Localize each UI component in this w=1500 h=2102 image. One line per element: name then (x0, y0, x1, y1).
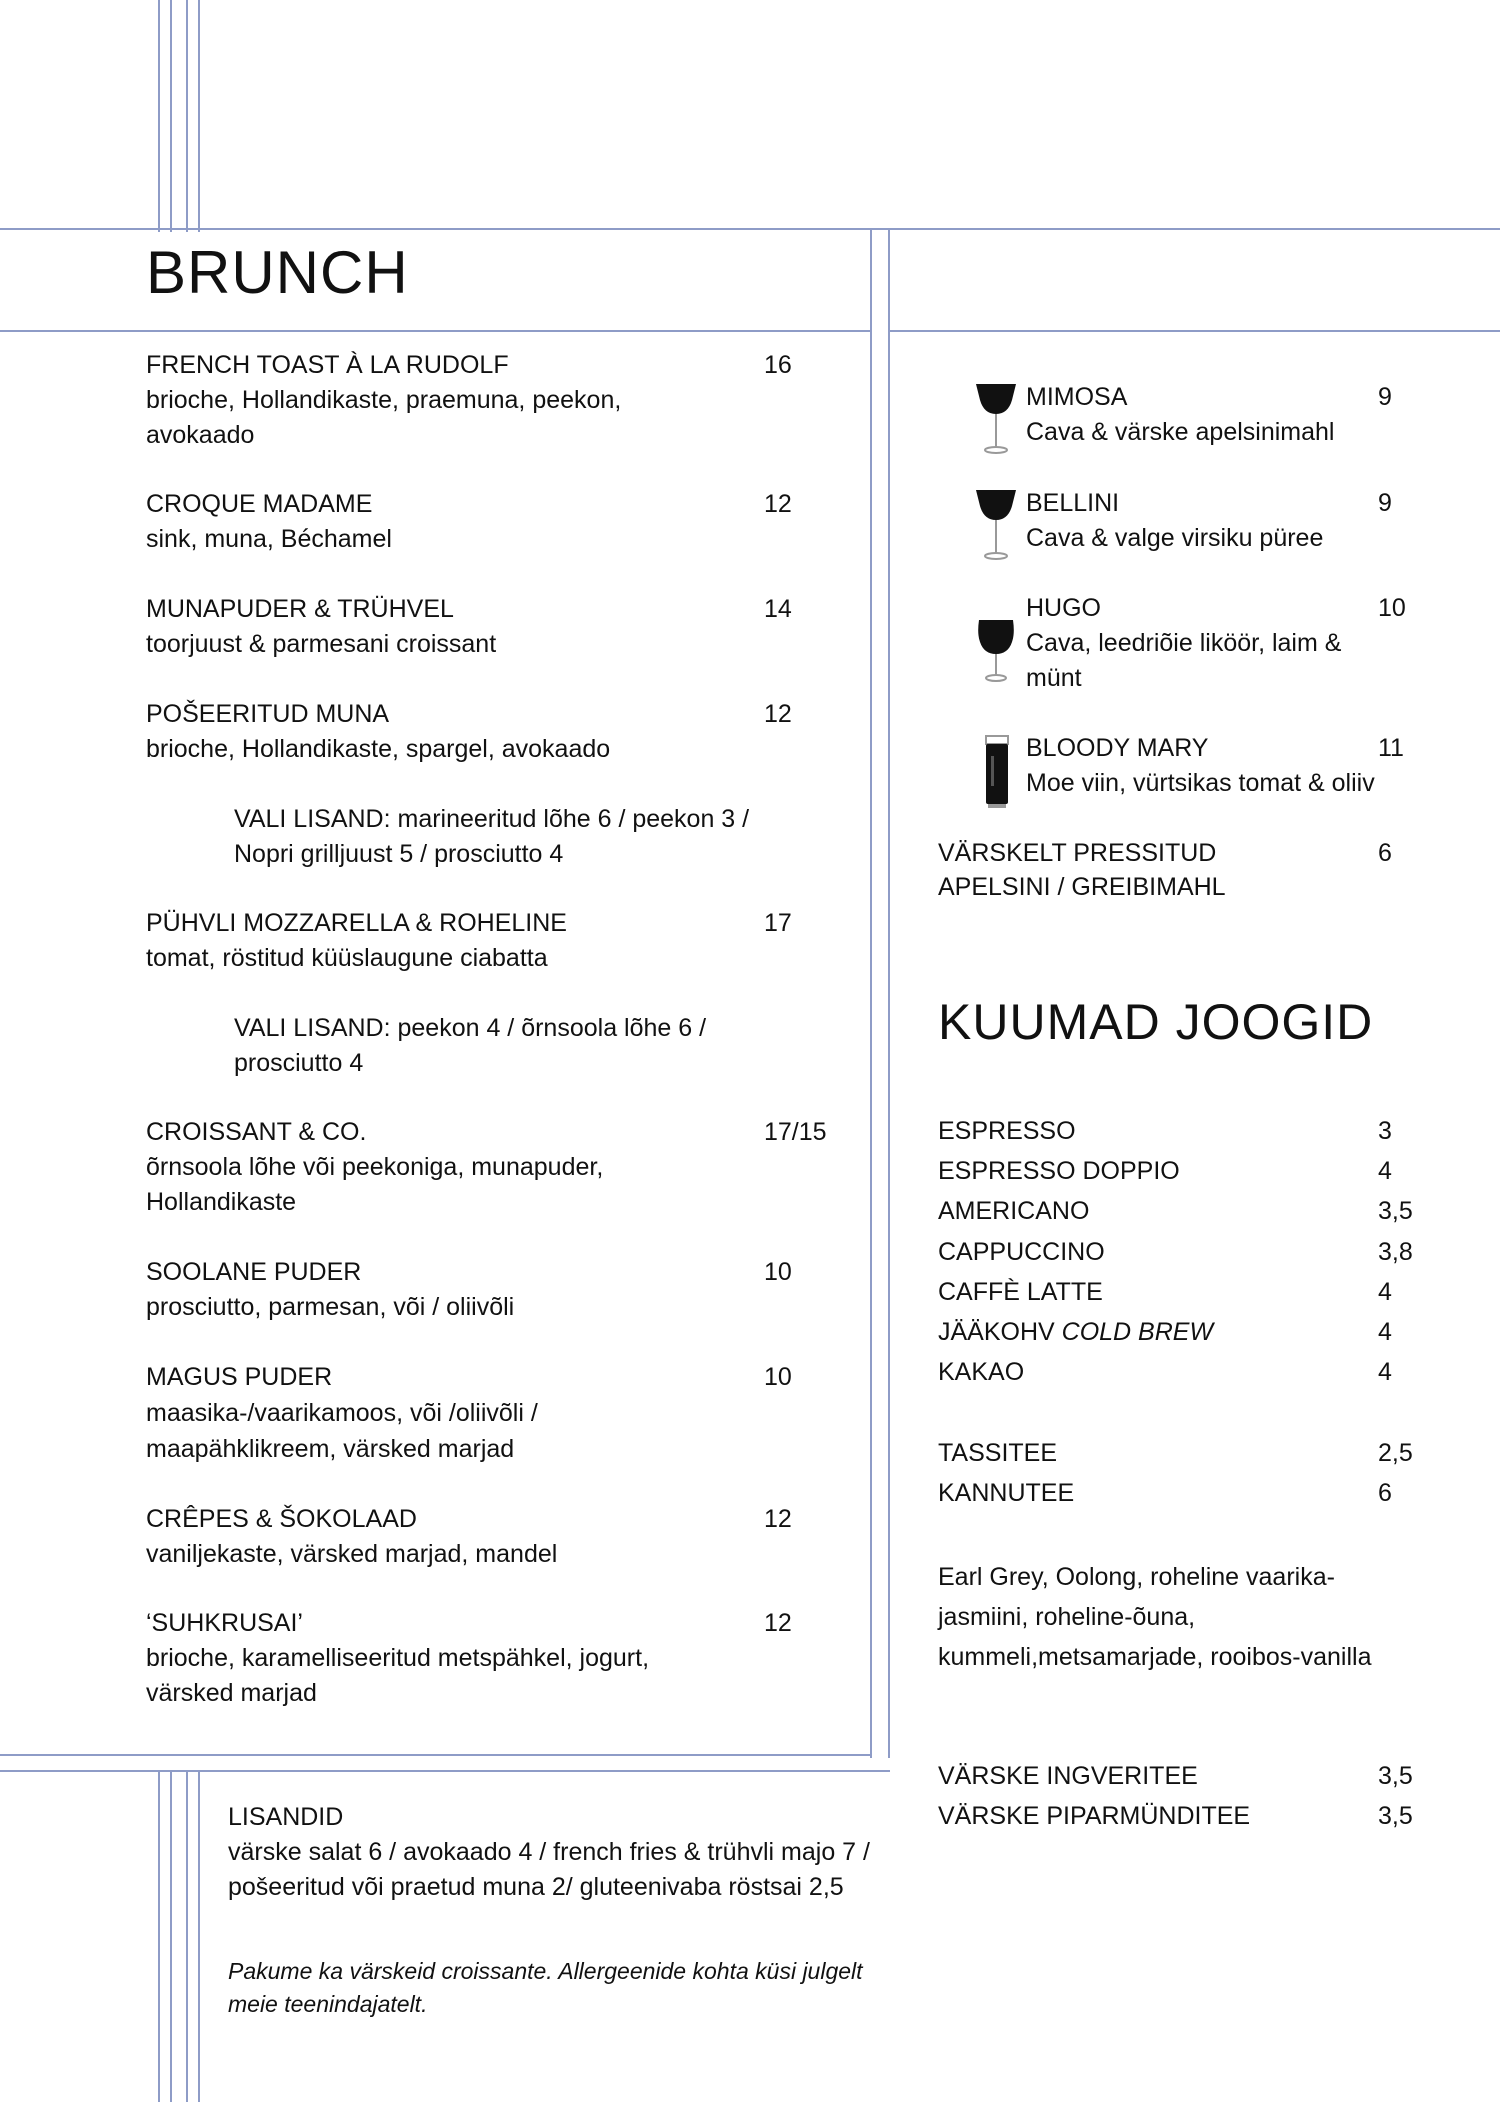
cocktail-name: MIMOSA (1026, 383, 1128, 411)
highball-glass-icon (982, 734, 1012, 810)
addon-note: VALI LISAND: peekon 4 / õrnsoola lõhe 6 / prosciutto 4 (234, 1014, 707, 1077)
menu-item-price: 14 (764, 595, 792, 623)
cocktail-desc: Cava, leedriõie liköör, laim & münt (1026, 629, 1342, 692)
menu-item-name: POŠEERITUD MUNA (146, 700, 390, 728)
juice-name: VÄRSKELT PRESSITUD (938, 839, 1217, 867)
menu-item-name: ‘SUHKRUSAI’ (146, 1609, 303, 1637)
coffee-price: 4 (1378, 1358, 1392, 1386)
tea-price: 6 (1378, 1479, 1392, 1507)
menu-item-price: 17/15 (764, 1118, 827, 1146)
addon-note: VALI LISAND: marineeritud lõhe 6 / peekon 3 / Nopri grilljuust 5 / prosciutto 4 (234, 805, 750, 868)
cocktail-name: BELLINI (1026, 489, 1120, 517)
cocktail-price: 11 (1378, 734, 1404, 762)
cocktail-desc: Moe viin, vürtsikas tomat & oliiv (1026, 769, 1375, 797)
menu-item-price: 12 (764, 700, 792, 728)
cocktail-price: 10 (1378, 594, 1406, 622)
menu-item-name: MUNAPUDER & TRÜHVEL (146, 595, 454, 623)
fresh-tea-name: VÄRSKE PIPARMÜNDITEE (938, 1802, 1251, 1830)
wine-glass-icon (976, 616, 1016, 682)
coffee-name-part: JÄÄKOHV (938, 1318, 1055, 1346)
coffee-price: 3 (1378, 1117, 1392, 1145)
menu-item-desc: toorjuust & parmesani croissant (146, 630, 497, 658)
coffee-name: ESPRESSO DOPPIO (938, 1157, 1180, 1185)
coffee-price: 4 (1378, 1157, 1392, 1185)
cocktail-price: 9 (1378, 489, 1392, 517)
fresh-tea-name: VÄRSKE INGVERITEE (938, 1762, 1198, 1790)
extras-note: Pakume ka värskeid croissante. Allergeenide kohta küsi julgelt meie teenindajatelt. (228, 1958, 863, 2017)
extras-text: värske salat 6 / avokaado 4 / french fries & trühvli majo 7 / pošeeritud või praetud muna 2/ gluteenivaba röstsai 2,5 (228, 1838, 870, 1901)
coffee-price: 4 (1378, 1318, 1392, 1346)
menu-item-desc: brioche, Hollandikaste, spargel, avokaado (146, 735, 611, 763)
cocktail-desc: Cava & valge virsiku püree (1026, 524, 1324, 552)
menu-item-price: 16 (764, 351, 792, 379)
menu-item-price: 12 (764, 490, 792, 518)
extras-title: LISANDID (228, 1803, 344, 1831)
coffee-name-italic: COLD BREW (1061, 1318, 1214, 1346)
coffee-name: CAFFÈ LATTE (938, 1278, 1103, 1306)
coffee-name: AMERICANO (938, 1197, 1090, 1225)
menu-item-desc: maasika-/vaarikamoos, või /oliivõli / maapähklikreem, värsked marjad (146, 1399, 538, 1463)
coffee-price: 4 (1378, 1278, 1392, 1306)
menu-item-desc: sink, muna, Béchamel (146, 525, 392, 553)
menu-item-name: FRENCH TOAST À LA RUDOLF (146, 351, 509, 379)
juice-price: 6 (1378, 839, 1392, 867)
tea-flavors: Earl Grey, Oolong, roheline vaarika-jasmiini, roheline-õuna, kummeli,metsamarjade, rooibos-vanilla (938, 1563, 1372, 1671)
coffee-name: KAKAO (938, 1358, 1025, 1386)
menu-item-price: 12 (764, 1505, 792, 1533)
menu-item-name: CROISSANT & CO. (146, 1118, 367, 1146)
coffee-name (938, 1315, 1213, 1350)
menu-item-price: 10 (764, 1258, 792, 1286)
cocktail-desc: Cava & värske apelsinimahl (1026, 418, 1335, 446)
menu-item-desc: prosciutto, parmesan, või / oliivõli (146, 1293, 515, 1321)
brunch-heading: BRUNCH (146, 239, 409, 306)
fresh-tea-price: 3,5 (1378, 1802, 1413, 1830)
flute-glass-icon (974, 486, 1018, 560)
flute-glass-icon (974, 380, 1018, 454)
menu-item-desc: brioche, karamelliseeritud metspähkel, jogurt, värsked marjad (146, 1644, 650, 1707)
menu-item-desc: õrnsoola lõhe või peekoniga, munapuder, Hollandikaste (146, 1153, 604, 1216)
coffee-price: 3,5 (1378, 1197, 1413, 1225)
cocktail-name: BLOODY MARY (1026, 734, 1209, 762)
menu-item-price: 10 (764, 1363, 792, 1391)
menu-item-name: CRÊPES & ŠOKOLAAD (146, 1505, 417, 1533)
menu-item-name: CROQUE MADAME (146, 490, 373, 518)
fresh-tea-price: 3,5 (1378, 1762, 1413, 1790)
menu-item-desc: vaniljekaste, värsked marjad, mandel (146, 1540, 558, 1568)
tea-name: KANNUTEE (938, 1479, 1075, 1507)
menu-item-name: SOOLANE PUDER (146, 1258, 362, 1286)
menu-item-price: 12 (764, 1609, 792, 1637)
menu-item-desc: tomat, röstitud küüslaugune ciabatta (146, 944, 548, 972)
menu-item-name: PÜHVLI MOZZARELLA & ROHELINE (146, 909, 567, 937)
hot-drinks-heading: KUUMAD JOOGID (938, 994, 1374, 1050)
coffee-name: ESPRESSO (938, 1117, 1076, 1145)
tea-name: TASSITEE (938, 1439, 1058, 1467)
juice-name-2: APELSINI / GREIBIMAHL (938, 873, 1226, 901)
menu-item-desc: brioche, Hollandikaste, praemuna, peekon, avokaado (146, 386, 622, 449)
coffee-price: 3,8 (1378, 1238, 1413, 1266)
coffee-name: CAPPUCCINO (938, 1238, 1105, 1266)
menu-item-price: 17 (764, 909, 792, 937)
menu-item-name: MAGUS PUDER (146, 1363, 333, 1391)
cocktail-name: HUGO (1026, 594, 1101, 622)
cocktail-price: 9 (1378, 383, 1392, 411)
tea-price: 2,5 (1378, 1439, 1413, 1467)
